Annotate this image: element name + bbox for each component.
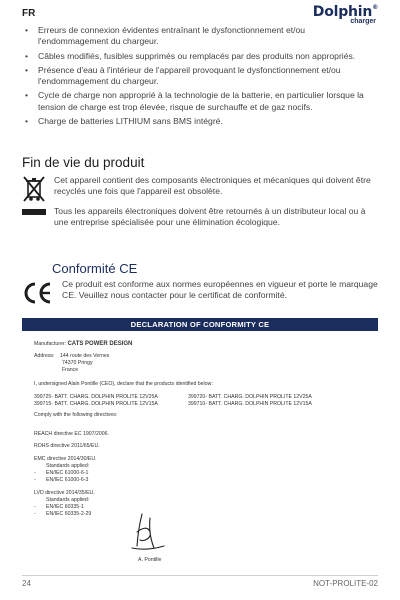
declaration-statement: I, undersigned Alain Pontille (CEO), declare that the products identified below: — [34, 381, 213, 387]
emc-standards-label: Standards applied: — [46, 463, 90, 469]
list-item: • Câbles modifiés, fusibles supprimés ou remplacés par des produits non appropriés. — [22, 51, 374, 62]
address-block — [60, 353, 109, 374]
list-item: • Erreurs de connexion évidentes entraînant le dysfonctionnement et/ou l'endommagement du chargeur. — [22, 25, 374, 48]
address-label: Address: — [34, 353, 55, 359]
emc-standard: EN/IEC 61000-6-1 — [46, 470, 89, 476]
logo-sub: charger — [350, 18, 376, 25]
crossed-bin-icon — [22, 175, 46, 203]
lvd-standard: EN/IEC 60335-2-29 — [46, 511, 92, 517]
emc-title: EMC directive 2014/30/EU. — [34, 456, 97, 462]
page-number: 24 — [22, 579, 31, 588]
end-of-life-text-2: Tous les appareils électroniques doivent être retournés à un distributeur local ou à une entreprise spécialisée pour une élimination écologique. — [54, 206, 366, 228]
emc-standard: EN/IEC 61000-6-3 — [46, 477, 89, 483]
end-of-life-heading: Fin de vie du produit — [22, 155, 145, 170]
product-line: 399715- BATT. CHARG. DOLPHIN PROLITE 12V15A — [34, 401, 158, 407]
signatory-name: A. Pontille — [138, 557, 162, 563]
reach-directive: REACH directive EC 1907/2006. — [34, 431, 109, 437]
lvd-standard: EN/IEC 60335-1 — [46, 504, 84, 510]
ce-mark-icon — [22, 281, 54, 305]
address-line: 144 route des Vernes — [60, 353, 110, 359]
footer-divider — [22, 575, 378, 576]
dolphin-charger-logo — [313, 5, 378, 25]
document-reference: NOT-PROLITE-02 — [313, 579, 378, 588]
lvd-directive: LVD directive 2014/35/EU. Standards applied: - EN/IEC 60335-1 - EN/IEC 60335-2-29 — [34, 490, 95, 517]
product-line: 399710- BATT. CHARG. DOLPHIN PROLITE 12V15A — [188, 401, 312, 407]
weee-paragraph-2 — [22, 206, 378, 229]
lvd-title: LVD directive 2014/35/EU. — [34, 490, 95, 496]
list-item: • Présence d'eau à l'intérieur de l'appareil provoquant le dysfonctionnement et/ou l'endommagement du chargeur. — [22, 65, 374, 88]
address-line: France — [62, 367, 79, 373]
language-code: FR — [22, 8, 36, 19]
declaration-banner: DECLARATION OF CONFORMITY CE — [22, 318, 378, 331]
products-right — [188, 394, 312, 408]
weee-paragraph-1 — [22, 175, 378, 203]
comply-line: Comply with the following directives: — [34, 412, 118, 418]
rohs-directive: ROHS directive 2011/65/EU. — [34, 443, 100, 449]
products-left — [34, 394, 158, 408]
list-item: • Cycle de charge non approprié à la technologie de la batterie, en particulier lorsque la tension de charge est trop élevée, risque de surchauffe et de gaz nocifs. — [22, 90, 374, 113]
product-line: 399720- BATT. CHARG. DOLPHIN PROLITE 12V25A — [188, 394, 312, 400]
black-bar-icon — [22, 209, 46, 215]
manufacturer-line — [34, 341, 132, 348]
ce-conformity-row — [22, 279, 380, 305]
emc-directive: EMC directive 2014/30/EU. Standards applied: - EN/IEC 61000-6-1 - EN/IEC 61000-6-3 — [34, 456, 97, 483]
manufacturer-label: Manufacturer: — [34, 341, 67, 347]
address-line: 74370 Pringy — [62, 360, 93, 366]
list-item: • Charge de batteries LITHIUM sans BMS intégré. — [22, 116, 374, 127]
logo-word: Dolphin® — [312, 4, 378, 20]
lvd-standards-label: Standards applied: — [46, 497, 90, 503]
ce-conformity-text: Ce produit est conforme aux normes européennes en vigueur et porte le marquage CE. Veuillez nous contacter pour le certificat de conformité. — [62, 279, 378, 301]
signature — [128, 512, 168, 556]
manufacturer-name: CATS POWER DESIGN — [67, 341, 133, 347]
end-of-life-text-1: Cet appareil contient des composants électroniques et mécaniques qui doivent être recyclés une fois que l'appareil est obsolète. — [54, 175, 371, 197]
ce-conformity-heading: Conformité CE — [52, 261, 138, 276]
product-line: 399725- BATT. CHARG. DOLPHIN PROLITE 12V25A — [34, 394, 158, 400]
fault-causes-list — [22, 25, 374, 130]
